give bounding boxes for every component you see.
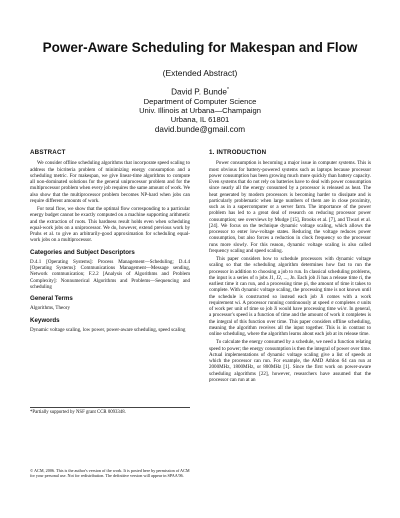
- keywords-heading: Keywords: [30, 316, 60, 324]
- introduction-heading: 1. INTRODUCTION: [209, 149, 267, 156]
- intro-paragraph-1: Power consumption is becoming a major issue in computer systems. This is most obvious for battery-powered systems such as laptops because processor power consumption has been growing much more quickly than battery capacity. Even systems that do not rely on batteries have to deal with power consumption since nearly all the energy consumed by a processor is released as heat. The heat generated by modern processors is becoming harder to dissipate and is particularly problematic when large numbers of them are in close proximity, such as in a supercomputer or a server farm. The importance of the power problem has led to a great deal of research on reducing processor power consumption; see overviews by Mudge [15], Brooks et al. [7], and Tiwari et al. [24]. We focus on the technique dynamic voltage scaling, which allows the processor to enter low-voltage states. Reducing the voltage reduces power consumption, but also forces a reduction in clock frequency so the processor runs more slowly. For this reason, dynamic voltage scaling is also called frequency scaling and speed scaling.: [209, 160, 371, 254]
- author-block: [0, 86, 400, 134]
- abstract-paragraph-1: We consider offline scheduling algorithms that incorporate speed scaling to address the bicriteria problem of minimizing energy consumption and a scheduling metric. For makespan, we give linear-time algorithms to compute all non-dominated solutions for the general uniprocessor problem and for the multiprocessor problem when every job requires the same amount of work. We also show that the multiprocessor problem becomes NP-hard when jobs can require different amounts of work.: [30, 160, 190, 204]
- author-name: David P. Bunde*: [171, 87, 229, 97]
- paper-title: Power-Aware Scheduling for Makespan and Flow: [42, 40, 358, 55]
- author-email: david.bunde@gmail.com: [154, 124, 246, 134]
- intro-paragraph-3: To calculate the energy consumed by a schedule, we need a function relating speed to power; the energy consumption is then the integral of power over time. Actual implementations of dynamic voltage scaling give a list of speeds at which the processor can run. For example, the AMD Athlon 64 can run at 2000MHz, 1800MHz, or 800MHz [1]. Since the first work on power-aware scheduling algorithms [22], however, researchers have assumed that the processor can run at an: [209, 339, 371, 383]
- right-column: [209, 148, 371, 385]
- copyright-notice: © ACM, 2006. This is the author's version of the work. It is posted here by permission of ACM for your personal use. Not for redistribution. The definitive version will appear in SPAA'06.: [30, 468, 190, 479]
- keywords-text: Dynamic voltage scaling, low power, power-aware scheduling, speed scaling: [30, 326, 186, 333]
- intro-paragraph-2: This paper considers how to schedule processors with dynamic voltage scaling so that the scheduling algorithm determines how fast to run the processor in addition to choosing a job to run. In classical scheduling problems, the input is a series of n jobs J1, J2, ..., Jn. Each job Ji has a release time ri, the earliest time it can run, and a processing time pi, the amount of time it takes to complete. With dynamic voltage scaling, the processing time is not known until the schedule is constructed so instead each job Ji comes with a work requirement wi. A processor running continuously at speed σ completes σ units of work per unit of time so job Ji would have processing time wi/σ. In general, a processor's speed is a function of time and the amount of work it completes is the integral of this function over time. This paper considers offline scheduling, meaning the algorithm receives all the input together. This is in contrast to online scheduling, where the algorithm learns about each job at its release time.: [209, 256, 371, 337]
- author-affiliation-3: Urbana, IL 61801: [170, 115, 230, 125]
- abstract-paragraph-2: For total flow, we show that the optimal flow corresponding to a particular energy budget cannot be exactly computed on a machine supporting arithmetic and the extraction of roots. This hardness result holds even when scheduling equal-work jobs on a uniprocessor. We do, however, extend previous work by Pruhs et al. to give an arbitrarily-good approximation for scheduling equal-work jobs on a multiprocessor.: [30, 206, 190, 244]
- categories-heading: Categories and Subject Descriptors: [30, 248, 135, 256]
- paper-subtitle: (Extended Abstract): [162, 68, 238, 78]
- left-column: [30, 148, 190, 335]
- author-affiliation-1: Department of Computer Science: [143, 96, 257, 106]
- footnote: *Partially supported by NSF grant CCR 0093348.: [30, 407, 190, 416]
- general-terms-text: Algorithms, Theory: [30, 305, 70, 312]
- general-terms-heading: General Terms: [30, 295, 73, 302]
- author-affiliation-2: Univ. Illinois at Urbana—Champaign: [139, 106, 261, 116]
- categories-text: D.4.1 [Operating Systems]: Process Management—Scheduling; D.4.4 [Operating Systems]: Communications Management—Message sending, Network communication; F.2.2 [Analysis of Algorithms and Problem Complexity]: Nonnumerical Algorithms and Problems—Sequencing and scheduling: [30, 258, 190, 290]
- abstract-heading: ABSTRACT: [30, 149, 66, 156]
